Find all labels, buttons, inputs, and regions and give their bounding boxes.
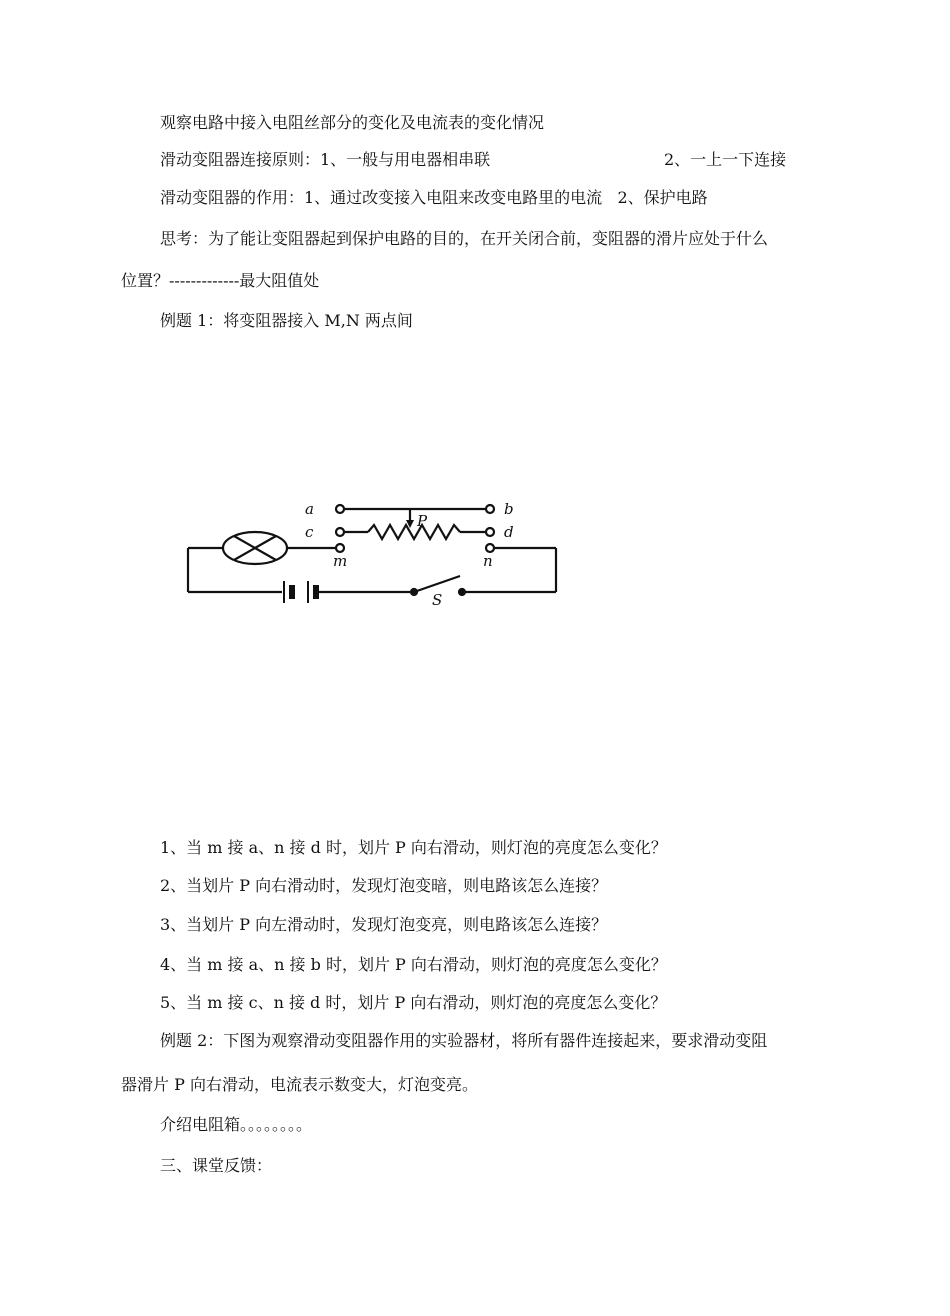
example-2-continued: 器滑片 P 向右滑动，电流表示数变大，灯泡变亮。 <box>121 1075 478 1094</box>
paragraph-principle: 滑动变阻器连接原则：1、一般与用电器相串联 <box>160 150 491 169</box>
label-a: a <box>305 500 314 518</box>
question-2: 2、当划片 P 向右滑动时，发现灯泡变暗，则电路该怎么连接？ <box>160 876 608 895</box>
label-b: b <box>504 500 514 518</box>
question-4: 4、当 m 接 a、n 接 b 时，划片 P 向右滑动，则灯泡的亮度怎么变化？ <box>160 955 667 974</box>
example-1-heading: 例题 1：将变阻器接入 M,N 两点间 <box>160 311 413 330</box>
terminal-d <box>486 528 494 536</box>
question-1: 1、当 m 接 a、n 接 d 时，划片 P 向右滑动，则灯泡的亮度怎么变化？ <box>160 838 667 857</box>
example-2-heading: 例题 2：下图为观察滑动变阻器作用的实验器材，将所有器件连接起来，要求滑动变阻 <box>160 1031 768 1050</box>
paragraph-principle-2: 2、一上一下连接 <box>664 150 787 169</box>
terminal-a <box>336 505 344 513</box>
resistor-coil <box>368 525 460 539</box>
terminal-n <box>486 544 494 552</box>
paragraph-function: 滑动变阻器的作用：1、通过改变接入电阻来改变电路里的电流 2、保护电路 <box>160 188 708 207</box>
label-d: d <box>504 523 514 541</box>
question-3: 3、当划片 P 向左滑动时，发现灯泡变亮，则电路该怎么连接？ <box>160 915 608 934</box>
label-n: n <box>483 552 493 570</box>
label-s: S <box>432 591 443 608</box>
label-m: m <box>333 552 348 570</box>
section-feedback-heading: 三、课堂反馈： <box>160 1156 273 1175</box>
circuit-svg <box>170 488 570 608</box>
paragraph-observe: 观察电路中接入电阻丝部分的变化及电流表的变化情况 <box>160 113 545 132</box>
question-5: 5、当 m 接 c、n 接 d 时，划片 P 向右滑动，则灯泡的亮度怎么变化？ <box>160 993 667 1012</box>
terminal-b <box>486 505 494 513</box>
label-p: P <box>417 512 428 530</box>
circuit-diagram <box>170 488 570 608</box>
paragraph-think: 思考：为了能让变阻器起到保护电路的目的，在开关闭合前，变阻器的滑片应处于什么 <box>160 229 769 248</box>
resistance-box-intro: 介绍电阻箱。。。。。。。。 <box>160 1115 313 1134</box>
terminal-m <box>336 544 344 552</box>
paragraph-think-answer: 位置？-------------最大阻值处 <box>121 271 320 290</box>
label-c: c <box>305 523 314 541</box>
terminal-c <box>336 528 344 536</box>
